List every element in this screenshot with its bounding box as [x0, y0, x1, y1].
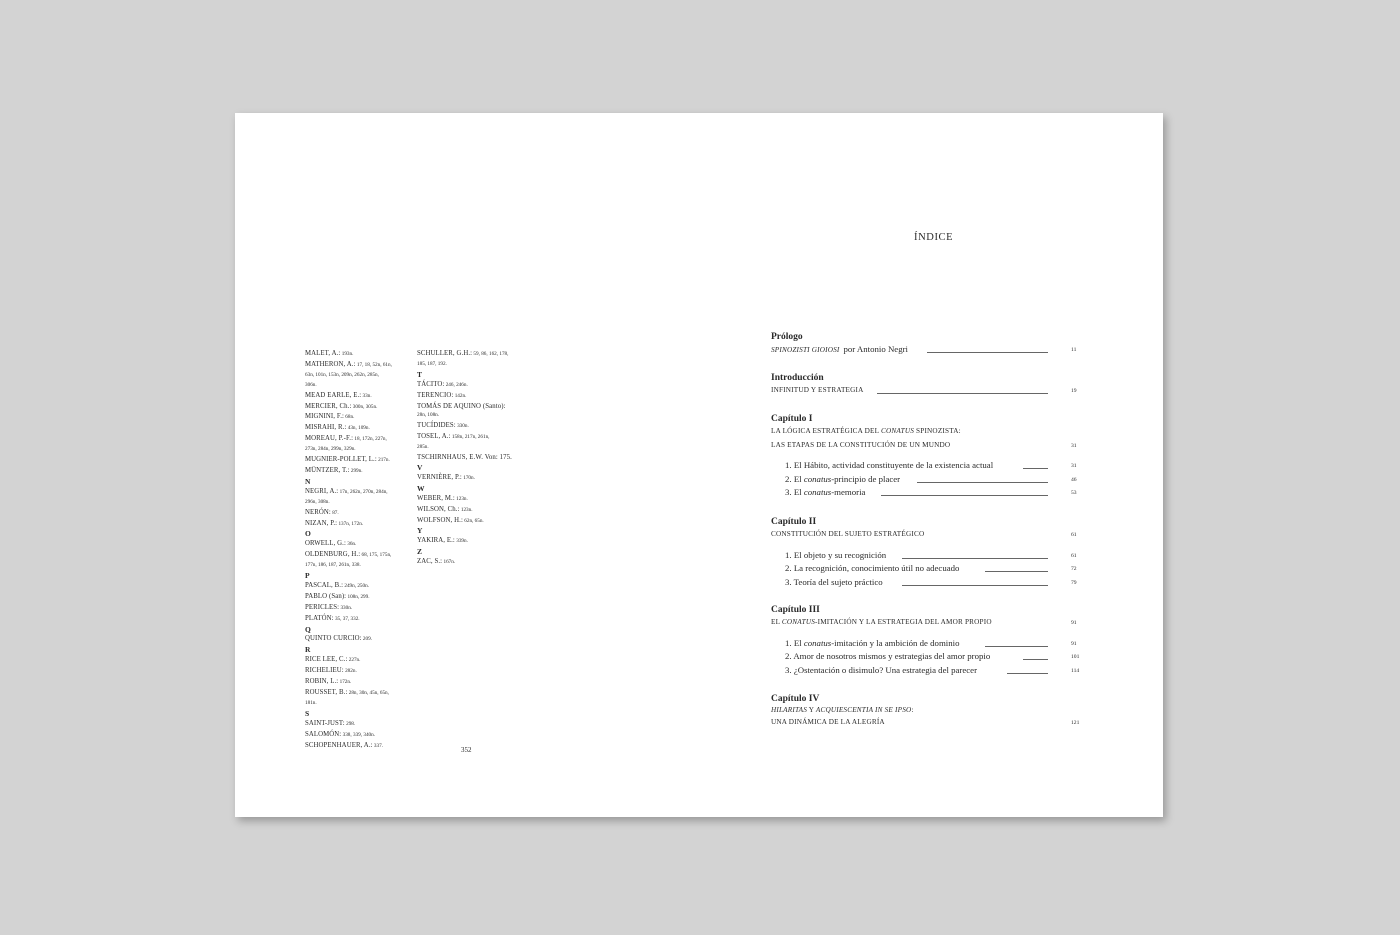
index-entry-name: RICHELIEU: [305, 667, 344, 675]
index-entry [305, 423, 407, 434]
index-entry-pages: 246, 246n. [444, 381, 468, 388]
toc-page: 121 [1071, 720, 1080, 726]
index-entry [305, 508, 407, 519]
index-entry [305, 402, 407, 413]
index-entry-pages: 167n. [442, 559, 456, 566]
toc-page: 11 [1071, 347, 1077, 353]
index-entry-pages: 123n. [459, 506, 473, 513]
index-entry [417, 380, 519, 391]
toc-entry[interactable]: LAS ETAPAS DE LA CONSTITUCIÓN DE UN MUNDO 31 [771, 439, 1085, 453]
toc-subentry[interactable]: 2. La recognición, conocimiento útil no adecuado 72 [785, 563, 1077, 573]
index-entry-pages: 227n. [347, 657, 361, 664]
toc-subentry[interactable]: 1. El objeto y su recognición 61 [785, 549, 1077, 560]
index-letter-heading: Q [305, 624, 311, 634]
index-entry-name: TOSEL, A.: [417, 433, 451, 441]
dot-leader [1023, 659, 1048, 660]
index-entry-pages: 298. [344, 720, 356, 727]
index-entry-name: WOLFSON, H.: [417, 516, 463, 524]
index-entry-continuation: 306n. [305, 381, 317, 388]
index-entry [305, 614, 407, 625]
index-entry [305, 466, 407, 477]
index-entry-continuation: 177n, 186, 187, 261n, 338. [305, 562, 361, 569]
index-letter-heading: V [417, 462, 423, 472]
toc-subentry[interactable]: 1. El Hábito, actividad constituyente de la existencia actual 31 [785, 460, 1077, 470]
index-entry-name: NERÓN: [305, 508, 331, 516]
index-entry-name: OLDENBURG, H.: [305, 551, 361, 559]
index-entry-name: SCHOPENHAUER, A.: [305, 741, 373, 749]
index-entry [305, 581, 407, 592]
toc-page: 61 [1071, 532, 1077, 538]
dot-leader [881, 495, 1048, 496]
index-entry-name: WILSON, Ch.: [417, 505, 460, 513]
index-entry-name: MUGNIER-POLLET, L.: [305, 456, 377, 464]
index-entry [305, 391, 407, 402]
index-entry-pages: 137n, 172n. [337, 520, 364, 527]
index-entry [305, 741, 407, 752]
toc-subentry[interactable]: 2. El conatus-principio de placer 46 [785, 473, 1077, 484]
index-entry-pages: 59, 86, 162, 178, [472, 351, 509, 357]
index-entry-pages: 193n. [340, 351, 354, 357]
toc-subentry[interactable]: 3. ¿Ostentación o disimulo? Una estrategia del parecer 114 [785, 664, 1080, 675]
index-entry-continuation: 273n, 284n, 299n, 329n. [305, 446, 356, 453]
index-entry-pages: 17n, 262n, 270n, 284n, [338, 488, 388, 495]
index-entry [417, 505, 519, 516]
index-entry-continuation: 296n, 308n. [305, 498, 330, 505]
index-entry-continuation: 285n. [417, 444, 429, 451]
index-entry-continuation: 28n, 108n. [417, 412, 440, 419]
index-entry [305, 539, 407, 550]
index-letter-heading: W [417, 483, 425, 493]
index-letter-heading: P [305, 571, 310, 581]
index-entry-name: NEGRI, A.: [305, 487, 339, 495]
toc-entry[interactable]: UNA DINÁMICA DE LA ALEGRÍA 121 [771, 716, 1085, 730]
index-entry-pages: 172n. [338, 679, 352, 686]
index-entry [305, 719, 407, 730]
toc-title: ÍNDICE [914, 232, 954, 243]
index-entry-name: SCHULLER, G.H.: [417, 350, 473, 357]
index-entry-name: PASCAL, B.: [305, 581, 344, 589]
index-entry-name: MEAD EARLE, E.: [305, 391, 362, 399]
index-entry-pages: 108n, 299. [346, 593, 370, 600]
index-entry [305, 592, 407, 603]
index-entry-pages: 43n, 109n. [346, 425, 370, 432]
index-entry [417, 516, 519, 527]
index-entry [305, 688, 407, 699]
dot-leader [877, 393, 1048, 394]
toc-page: 19 [1071, 388, 1077, 394]
index-entry-pages: 299n. [349, 467, 363, 474]
index-entry-name: PLATÓN: [305, 614, 334, 622]
index-entry-name: RICE LEE, C.: [305, 656, 348, 664]
index-entry-pages: 36n. [345, 541, 357, 548]
index-entry-name: ROUSSET, B.: [305, 689, 348, 696]
dot-leader [985, 646, 1048, 647]
index-entry [417, 494, 519, 505]
toc-subentry[interactable]: 3. Teoría del sujeto práctico 79 [785, 576, 1077, 587]
index-entry-name: MOREAU, P.-F.: [305, 435, 354, 443]
index-entry-continuation: 181n. [305, 699, 317, 706]
index-entry-name: NIZAN, P.: [305, 519, 338, 527]
toc-section-cap1 [771, 413, 1085, 500]
index-entry [417, 402, 519, 412]
toc-section-prologo [771, 331, 1085, 357]
index-entry [417, 432, 519, 443]
index-entry-name: ORWELL, G.: [305, 540, 346, 548]
index-entry-name: TERENCIO: [417, 391, 454, 399]
index-entry-name: SALOMÓN: [305, 730, 342, 738]
index-entry-pages: 330n. [339, 604, 353, 611]
index-entry-name: MATHERON, A.: [305, 360, 356, 368]
index-entry-name: SAINT-JUST: [305, 719, 345, 727]
toc-subentry[interactable]: 3. El conatus-memoria 53 [785, 487, 1077, 497]
index-entry [305, 360, 407, 371]
index-entry [305, 349, 407, 360]
dot-leader [917, 482, 1048, 483]
section-heading: Prólogo [771, 332, 803, 342]
index-entry-name: MERCIER, Ch.: [305, 402, 352, 410]
toc-entry[interactable]: CONSTITUCIÓN DEL SUJETO ESTRATÉGICO 61 [771, 528, 1085, 542]
dot-leader [1023, 468, 1048, 469]
section-heading: Capítulo III [771, 605, 820, 615]
index-entry-name: MALET, A.: [305, 350, 341, 357]
index-entry [417, 421, 519, 432]
toc-page: 31 [1071, 442, 1077, 449]
index-entry [305, 677, 407, 688]
section-heading: Capítulo I [771, 414, 813, 424]
index-entry [417, 557, 519, 568]
section-heading: Capítulo II [771, 517, 817, 527]
index-entry [417, 536, 519, 547]
index-entry-pages: 123n. [454, 495, 468, 502]
index-entry-name: MIGNINI, F.: [305, 413, 344, 421]
index-entry-pages: 209. [361, 636, 372, 643]
dot-leader [927, 352, 1048, 353]
index-entry-pages: 300n, 305n. [351, 403, 378, 410]
index-entry-continuation: 185, 187, 192. [417, 360, 447, 367]
index-entry [417, 473, 519, 484]
index-letter-heading: N [305, 476, 311, 486]
index-entry-name: MISRAHI, R.: [305, 424, 347, 432]
index-letter-heading: O [305, 529, 311, 539]
index-entry-pages: 18, 172n, 227n, [353, 436, 387, 443]
toc-subentry[interactable]: 2. Amor de nosotros mismos y estrategias del amor propio 101 [785, 651, 1080, 661]
index-entry-pages: 158n, 217n, 261n, [450, 434, 490, 441]
dot-leader [985, 571, 1048, 572]
index-entry-name: TÁCITO: [417, 380, 445, 388]
index-entry-pages: 68, 175, 175n, [360, 552, 392, 559]
index-entry-pages: 217n. [376, 457, 390, 464]
toc-section-introduccion [771, 372, 1085, 398]
index-entry-pages: 62n, 65n. [462, 517, 484, 524]
index-entry-name: PERICLES: [305, 603, 340, 611]
index-entry-pages: 338, 339, 340n. [341, 731, 376, 738]
index-letter-heading: S [305, 708, 310, 718]
index-entry [305, 655, 407, 666]
index-entry [305, 434, 407, 445]
toc-section-cap4 [771, 693, 1085, 730]
index-letter-heading: Z [417, 547, 423, 557]
index-entry-pages: 33n. [361, 392, 372, 399]
index-entry [305, 634, 407, 645]
toc-section-cap2 [771, 516, 1085, 589]
toc-page: 91 [1071, 620, 1077, 626]
index-entry [305, 519, 407, 530]
toc-entry[interactable]: INFINITUD Y ESTRATEGIA 19 [771, 384, 1085, 398]
index-column-1 [305, 349, 407, 751]
index-entry-name: PABLO (San): [305, 592, 347, 600]
toc-entry[interactable]: EL CONATUS-IMITACIÓN Y LA ESTRATEGIA DEL AMOR PROPIO 91 [771, 616, 1085, 630]
index-entry [417, 391, 519, 402]
dot-leader [902, 558, 1048, 559]
index-entry-pages: 339n. [454, 538, 468, 545]
index-entry-pages: 17, 18, 52n, 61n, [355, 361, 392, 368]
index-entry-pages: 35, 37, 332. [333, 615, 360, 622]
index-entry-name: TSCHIRNHAUS, E.W. Von: 175. [417, 454, 512, 462]
toc-entry[interactable]: SPINOZISTI GIOIOSI por Antonio Negri 11 [771, 343, 1085, 357]
index-entry [305, 730, 407, 741]
index-entry-name: ROBIN, L.: [305, 678, 339, 686]
index-entry [417, 349, 519, 360]
index-entry-pages: 337. [372, 742, 383, 749]
index-entry-continuation: 63n, 101n, 153n, 209n, 262n, 285n, [305, 371, 379, 378]
index-entry-name: WEBER, M.: [417, 494, 455, 502]
toc-entry: LA LÓGICA ESTRATÉGICA DEL CONATUS SPINOZISTA: [771, 427, 961, 435]
toc-section-cap3 [771, 604, 1085, 677]
index-entry-name: YAKIRA, E.: [417, 537, 455, 545]
index-entry-name: VERNIÈRE, P.: [417, 473, 462, 481]
index-letter-heading: R [305, 645, 311, 655]
index-entry-pages: 87. [330, 509, 339, 516]
index-entry [417, 453, 519, 463]
section-heading: Introducción [771, 373, 824, 383]
index-entry-name: ZAC, S.: [417, 558, 443, 566]
index-letter-heading: Y [417, 526, 423, 536]
index-entry-pages: 282n. [343, 668, 357, 675]
page-number: 352 [461, 746, 472, 754]
index-entry-pages: 170n. [461, 474, 475, 481]
index-entry-name: TUCÍDIDES: [417, 422, 456, 430]
index-entry-pages: 249n, 250n. [343, 582, 369, 589]
index-entry [305, 603, 407, 614]
section-heading: Capítulo IV [771, 694, 820, 704]
toc-subentry[interactable]: 1. El conatus-imitación y la ambición de dominio 91 [785, 637, 1077, 648]
dot-leader [902, 585, 1048, 586]
index-entry [305, 666, 407, 677]
index-letter-heading: T [417, 369, 423, 379]
book-spread [235, 113, 1163, 817]
index-entry-pages: 330n. [455, 423, 469, 430]
index-entry-name: TOMÁS DE AQUINO (Santo): [417, 402, 506, 410]
toc-entry: HILARITAS Y ACQUIESCENTIA IN SE IPSO: [771, 706, 914, 714]
index-entry-name: QUINTO CURCIO: [305, 635, 362, 643]
index-entry [305, 487, 407, 498]
index-column-2 [417, 349, 519, 568]
index-entry-pages: 28n, 30n, 45n, 65n, [347, 690, 389, 696]
index-entry [305, 550, 407, 561]
index-entry-name: MÜNTZER, T.: [305, 466, 350, 474]
index-entry [305, 455, 407, 466]
index-entry-pages: 68n. [343, 414, 355, 421]
index-entry [305, 412, 407, 423]
index-entry-pages: 142n. [453, 392, 467, 399]
dot-leader [1007, 673, 1048, 674]
